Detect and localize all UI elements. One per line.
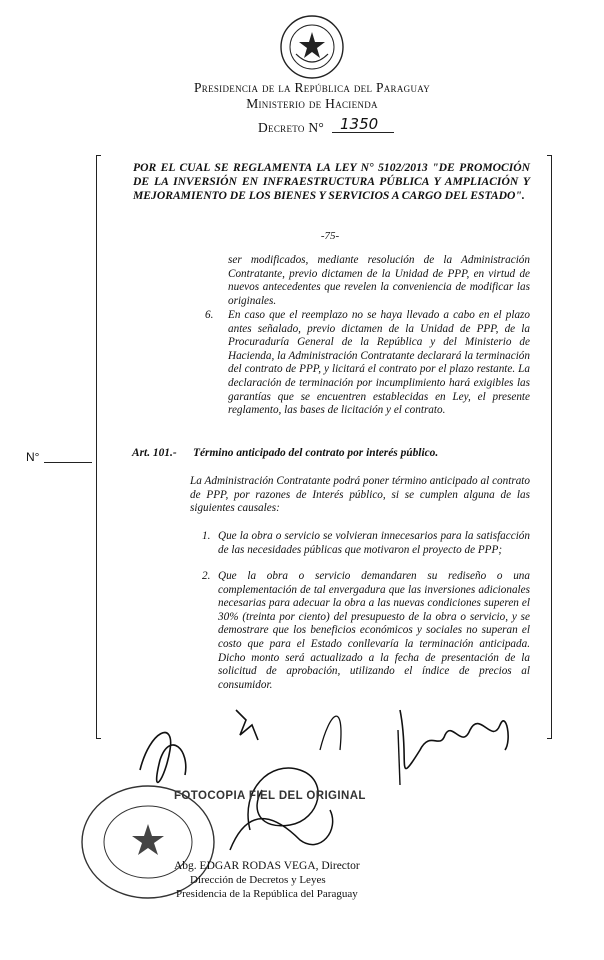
article-intro: La Administración Contratante podrá poner término anticipado al contrato de PPP, por razones de Interés público, si se cumplen alguna de las siguientes causales:	[190, 475, 530, 515]
page-number: -75-	[320, 230, 340, 242]
article-label: Art. 101.-	[132, 447, 177, 459]
article-heading: Término anticipado del contrato por interés público.	[193, 447, 439, 459]
decreto-underline	[332, 132, 394, 133]
item6-number: 6.	[205, 309, 214, 321]
cause1-text: Que la obra o servicio se volvieran innecesarios para la satisfacción de las necesidades públicas que motivaron el proyecto de PPP;	[218, 530, 530, 556]
cause2-text: Que la obra o servicio demandaren su rediseño o una complementación de tal envergadura que las inversiones adicionales necesarias para adecuar la obra a las nuevas condiciones superen el 30% (treinta por ciento) del presupuesto de la obra o servicio, y se demostrare que los beneficios económicos y sociales no superan el costo que para el Estado conllevaría la terminación anticipada. Dicho monto será actualizado a la fecha de presentación de la solicitud de aprobación, utilizando el índice de precios al consumidor.	[218, 570, 530, 691]
seal-icon	[279, 14, 345, 80]
decree-title: POR EL CUAL SE REGLAMENTA LA LEY N° 5102/2013 "DE PROMOCIÓN DE LA INVERSIÓN EN INFRAESTRUCTURA PÚBLICA Y AMPLIACIÓN Y MEJORAMIENTO DE LOS BIENES Y SERVICIOS A CARGO DEL ESTADO".	[133, 161, 530, 202]
left-bracket	[96, 155, 101, 739]
certification-stamp-text: FOTOCOPIA FIEL DEL ORIGINAL	[174, 790, 366, 802]
national-seal	[279, 14, 345, 80]
margin-number-line	[44, 462, 92, 463]
cause2-number: 2.	[202, 570, 211, 582]
decreto-number: 1350	[340, 115, 379, 133]
decreto-label: Decreto N°	[258, 120, 325, 135]
continuation-paragraph: ser modificados, mediante resolución de la Administración Contratante, previo dictamen de la Unidad de PPP, en virtud de nuevos antecedentes que revelen la conveniencia de modificar las originales.	[228, 254, 530, 307]
margin-number-label: N°	[26, 450, 40, 464]
certifier-name: Abg. EDGAR RODAS VEGA, Director	[174, 860, 360, 872]
right-bracket	[547, 155, 552, 739]
cause1-number: 1.	[202, 530, 211, 542]
certifier-office: Dirección de Decretos y Leyes	[190, 874, 326, 886]
item6-text: En caso que el reemplazo no se haya llevado a cabo en el plazo antes señalado, previo dictamen de la Unidad de PPP, de la Procuraduría General de la República y del Ministerio de Hacienda, la Administración Contratante declarará la terminación del contrato de PPP, y licitará el contrato por el plazo restante. La declaración de terminación por incumplimiento hará exigibles las garantías que se encuentren establecidas en Ley, el presente reglamento, las bases de licitación y el contrato.	[228, 309, 530, 417]
certifier-institution: Presidencia de la República del Paraguay	[176, 888, 358, 900]
header-ministry: Ministerio de Hacienda	[246, 96, 378, 111]
header-presidency: Presidencia de la República del Paraguay	[193, 80, 431, 95]
